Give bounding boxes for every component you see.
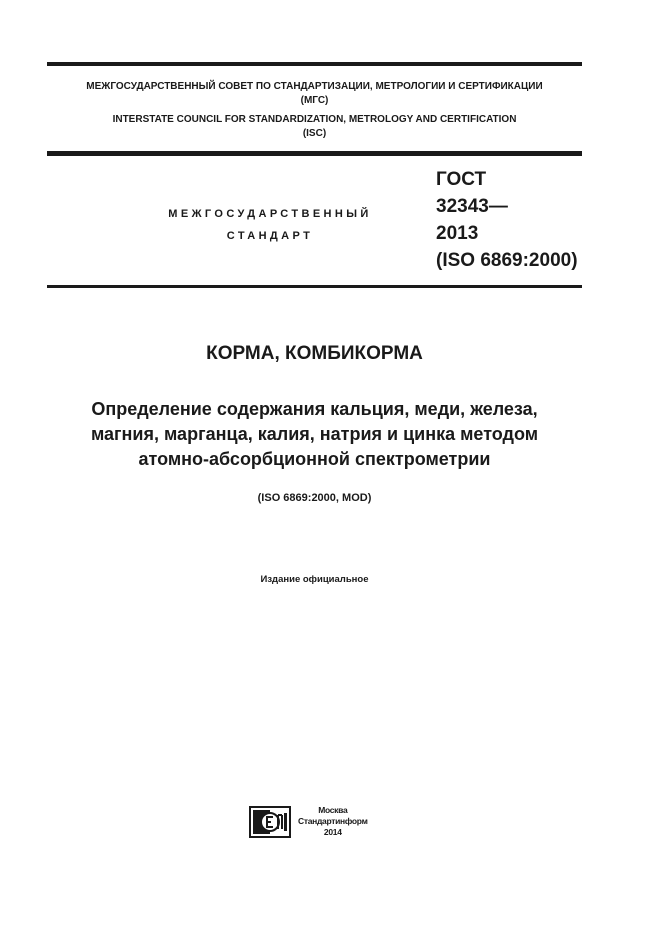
- subtitle-line-1: Определение содержания кальция, меди, железа,: [91, 399, 538, 419]
- publisher-block: [249, 805, 368, 838]
- publisher-text: [298, 805, 368, 838]
- interstate-line-2: СТАНДАРТ: [226, 230, 314, 242]
- interstate-line-1: МЕЖГОСУДАРСТВЕННЫЙ: [168, 208, 372, 220]
- header-rule: [47, 151, 582, 156]
- publisher-city: Москва: [318, 805, 348, 815]
- document-title: КОРМА, КОМБИКОРМА: [206, 343, 423, 364]
- iso-mod-reference: (ISO 6869:2000, MOD): [257, 492, 372, 504]
- designation-rule: [47, 285, 582, 288]
- top-rule: [47, 62, 582, 66]
- publisher-name: Стандартинформ: [298, 816, 368, 826]
- interstate-standard-label: [115, 203, 425, 247]
- standartinform-logo-icon: [249, 806, 291, 838]
- official-edition-label: Издание официальное: [260, 574, 369, 585]
- council-name-ru: МЕЖГОСУДАРСТВЕННЫЙ СОВЕТ ПО СТАНДАРТИЗАЦИИ, МЕТРОЛОГИИ И СЕРТИФИКАЦИИ: [86, 81, 543, 92]
- gost-number: 32343—: [436, 196, 508, 217]
- gost-label: ГОСТ: [436, 169, 487, 190]
- council-name-en: INTERSTATE COUNCIL FOR STANDARDIZATION, METROLOGY AND CERTIFICATION: [112, 114, 517, 125]
- council-abbr-en: (ISC): [302, 128, 327, 139]
- gost-iso-ref: (ISO 6869:2000): [436, 250, 578, 271]
- subtitle-line-2: магния, марганца, калия, натрия и цинка методом: [90, 424, 539, 444]
- publisher-year: 2014: [323, 827, 342, 837]
- document-subtitle: [47, 397, 582, 472]
- gost-year: 2013: [436, 223, 479, 244]
- gost-designation: [436, 166, 578, 274]
- subtitle-line-3: атомно-абсорбционной спектрометрии: [138, 449, 491, 469]
- council-abbr-ru: (МГС): [300, 95, 329, 106]
